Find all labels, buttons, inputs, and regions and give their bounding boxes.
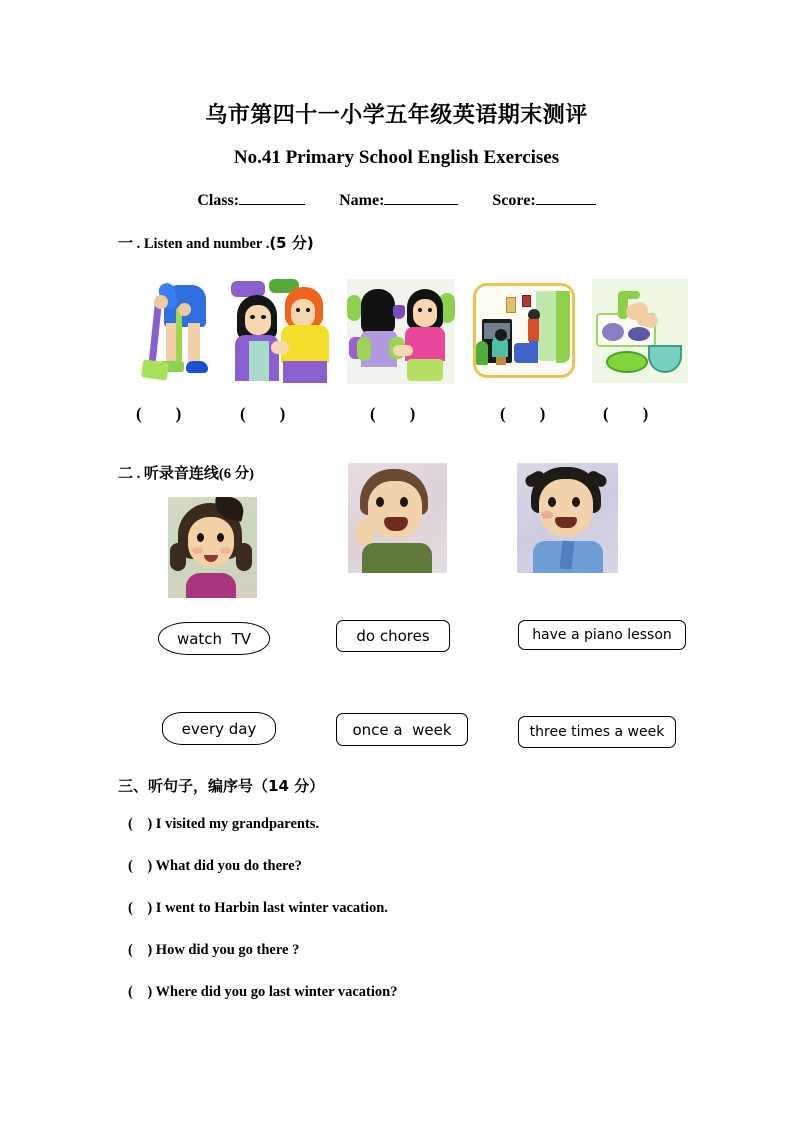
eye-shape <box>418 308 422 312</box>
shirt-shape <box>362 543 432 573</box>
listen-sentence-item <box>128 858 302 875</box>
section-two-number: 二 <box>118 464 134 482</box>
shoe-shape <box>186 361 208 373</box>
sentence-text: What did you do there? <box>155 858 302 874</box>
sentence-text: Where did you go last winter vacation? <box>155 984 398 1000</box>
student-info-line <box>0 190 793 210</box>
pigtail-shape <box>170 543 186 571</box>
answer-bracket[interactable]: ( ) <box>136 404 182 423</box>
section-one-separator: . <box>133 236 144 252</box>
class-input-blank[interactable] <box>239 190 305 205</box>
section-three-points: （14 分） <box>253 777 325 795</box>
pants-shape <box>407 359 443 381</box>
stool-shape <box>496 357 506 365</box>
sentence-text: I visited my grandparents. <box>155 816 320 832</box>
dress-shape <box>528 319 539 341</box>
eye-shape <box>261 315 266 319</box>
section-two-title: 听录音连线 <box>143 464 219 482</box>
activity-phrase-piano-lesson[interactable]: have a piano lesson <box>518 620 686 650</box>
listen-sentence-item <box>128 816 319 833</box>
sweeping-floor-picture <box>136 277 224 387</box>
sentence-text: How did you go there ? <box>155 942 300 958</box>
class-field <box>197 192 305 209</box>
answer-bracket[interactable]: ( ) <box>128 900 156 916</box>
boy-green-shirt-photo <box>348 463 447 573</box>
plant-shape <box>476 341 488 365</box>
score-input-blank[interactable] <box>536 190 596 205</box>
section-one-title: Listen and number . <box>143 236 270 252</box>
name-field <box>339 192 458 209</box>
boy-blue-shirt-photo <box>517 463 618 573</box>
sentence-text: I went to Harbin last winter vacation. <box>155 900 388 916</box>
wall-picture-shape <box>522 295 531 307</box>
tshirt-shape <box>405 327 445 361</box>
eye-shape <box>306 308 310 312</box>
eye-shape <box>250 315 255 319</box>
mouth-shape <box>555 517 577 528</box>
frequency-phrase-once-a-week[interactable]: once a week <box>336 713 468 746</box>
hand-shape <box>154 295 168 309</box>
activity-phrase-watch-tv[interactable]: watch TV <box>158 622 270 655</box>
name-label: Name: <box>339 192 385 209</box>
broom-head-shape <box>141 359 169 380</box>
section-one-points: (5 分) <box>269 234 314 252</box>
two-girls-greeting-picture <box>347 279 455 384</box>
face-shape <box>245 305 271 335</box>
hand-shape <box>271 341 289 354</box>
eye-shape <box>428 308 432 312</box>
hand-shape <box>178 303 191 316</box>
wall-picture-shape <box>506 297 516 313</box>
hand-shape <box>356 519 374 545</box>
answer-bracket[interactable]: ( ) <box>128 816 156 832</box>
two-girls-talking-picture <box>229 279 335 384</box>
girl-portrait-photo <box>168 497 257 598</box>
dish-shape <box>628 327 650 341</box>
answer-bracket[interactable]: ( ) <box>128 984 156 1000</box>
answer-bracket[interactable]: ( ) <box>370 404 416 423</box>
score-label: Score: <box>492 192 536 209</box>
section-three-number: 三、 <box>118 777 149 795</box>
class-label: Class: <box>197 192 240 209</box>
blush-shape <box>541 511 553 519</box>
eye-shape <box>548 497 556 507</box>
hand-shape <box>393 345 413 356</box>
frequency-phrase-every-day[interactable]: every day <box>162 712 276 745</box>
face-shape <box>539 479 593 537</box>
page-title-english: No.41 Primary School English Exercises <box>233 147 560 168</box>
answer-bracket[interactable]: ( ) <box>128 858 156 874</box>
section-two-heading <box>118 462 254 483</box>
foliage-shape <box>347 295 361 321</box>
eye-shape <box>376 497 384 507</box>
eye-shape <box>296 308 300 312</box>
section-one-number: 一 <box>118 234 134 252</box>
inner-shirt-shape <box>249 341 269 381</box>
page-title-chinese: 乌市第四十一小学五年级英语期末测评 <box>205 103 588 128</box>
curtain-shape <box>536 291 558 361</box>
section-three-title: 听句子，编序号 <box>148 777 254 795</box>
skirt-shape <box>283 361 327 383</box>
curtain-shape <box>556 291 570 363</box>
shirt-shape <box>186 573 236 598</box>
section-one-heading <box>118 232 314 253</box>
eye-shape <box>572 497 580 507</box>
name-input-blank[interactable] <box>384 190 458 205</box>
eye-shape <box>197 533 204 542</box>
activity-phrase-do-chores[interactable]: do chores <box>336 620 450 652</box>
lamp-shape <box>393 305 405 319</box>
answer-bracket[interactable]: ( ) <box>603 404 649 423</box>
score-field <box>492 192 595 209</box>
legs-shape <box>529 341 538 363</box>
blush-shape <box>192 547 203 554</box>
washing-dishes-picture <box>592 279 688 383</box>
pigtail-shape <box>236 543 252 571</box>
blush-shape <box>220 547 231 554</box>
answer-bracket[interactable]: ( ) <box>500 404 546 423</box>
answer-bracket[interactable]: ( ) <box>128 942 156 958</box>
living-room-piano-picture <box>470 279 578 383</box>
faucet-spout-shape <box>618 291 640 299</box>
listen-sentence-item <box>128 942 299 959</box>
section-two-points: (6 分) <box>218 466 254 482</box>
face-shape <box>413 299 437 327</box>
hair-shape <box>361 289 395 335</box>
listen-sentence-item <box>128 984 397 1001</box>
eye-shape <box>217 533 224 542</box>
section-three-heading <box>118 775 324 796</box>
face-shape <box>291 299 315 327</box>
section-one-answer-row <box>130 404 690 430</box>
eye-shape <box>400 497 408 507</box>
dish-shape <box>602 323 624 341</box>
answer-bracket[interactable]: ( ) <box>240 404 286 423</box>
listen-sentence-item <box>128 900 388 917</box>
frequency-phrase-three-times-a-week[interactable]: three times a week <box>518 716 676 748</box>
section-two-separator: . <box>133 466 144 482</box>
sleeve-shape <box>357 337 371 361</box>
head-shape <box>495 329 507 341</box>
plate-shape <box>606 351 648 373</box>
